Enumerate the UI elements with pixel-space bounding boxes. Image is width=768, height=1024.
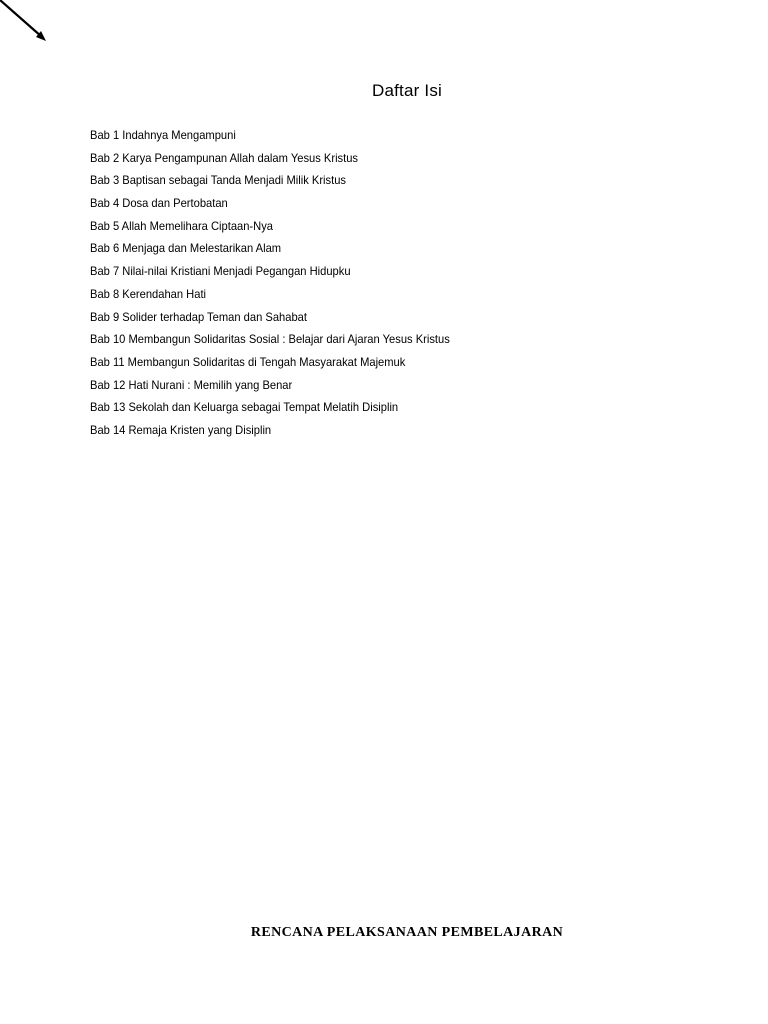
toc-item: Bab 14 Remaja Kristen yang Disiplin <box>90 422 272 437</box>
toc-item: Bab 3 Baptisan sebagai Tanda Menjadi Milik Kristus <box>90 173 347 188</box>
page-title: Daftar Isi <box>371 81 443 100</box>
toc-item: Bab 4 Dosa dan Pertobatan <box>90 196 228 211</box>
toc-item: Bab 6 Menjaga dan Melestarikan Alam <box>90 241 282 256</box>
toc-item: Bab 11 Membangun Solidaritas di Tengah Masyarakat Majemuk <box>90 354 406 369</box>
arrow-icon <box>0 0 50 46</box>
toc-item: Bab 9 Solider terhadap Teman dan Sahabat <box>90 309 307 324</box>
toc-item: Bab 1 Indahnya Mengampuni <box>90 128 236 142</box>
table-of-contents <box>90 124 477 442</box>
toc-item: Bab 7 Nilai-nilai Kristiani Menjadi Pegangan Hidupku <box>90 264 351 279</box>
toc-item: Bab 5 Allah Memelihara Ciptaan-Nya <box>90 218 274 233</box>
toc-item: Bab 2 Karya Pengampunan Allah dalam Yesus Kristus <box>90 150 359 165</box>
toc-item: Bab 10 Membangun Solidaritas Sosial : Belajar dari Ajaran Yesus Kristus <box>90 332 450 347</box>
toc-item: Bab 8 Kerendahan Hati <box>90 286 207 301</box>
toc-item: Bab 13 Sekolah dan Keluarga sebagai Tempat Melatih Disiplin <box>90 400 399 415</box>
section-heading: RENCANA PELAKSANAAN PEMBELAJARAN <box>250 925 564 940</box>
toc-item: Bab 12 Hati Nurani : Memilih yang Benar <box>90 377 293 392</box>
